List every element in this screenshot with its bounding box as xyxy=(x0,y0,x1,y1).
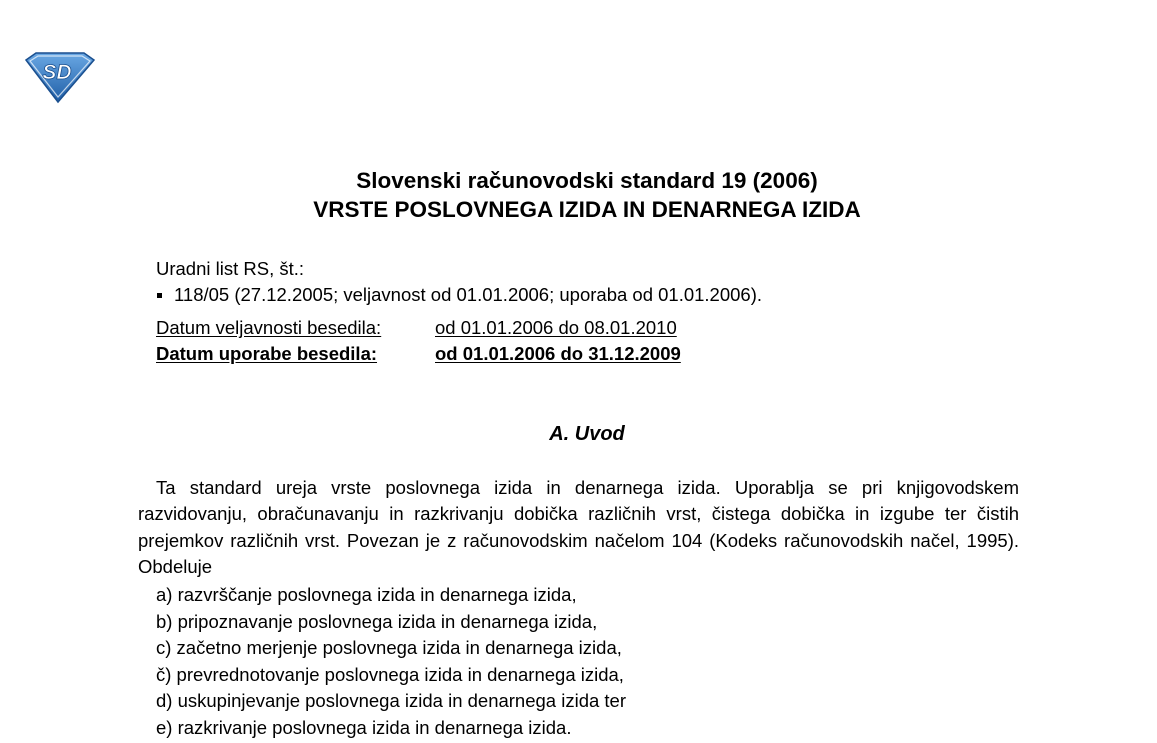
intro-paragraph: Ta standard ureja vrste poslovnega izida in denarnega izida. Uporablja se pri knjigovodskem razvidovanju, obračunavanju in razkrivanju dobička različnih vrst, čistega dobička in izgube ter čistih prejemkov različnih vrst. Povezan je z računovodskim načelom 104 (Kodeks računovodskih načel, 1995). Obdeluje xyxy=(138,477,1019,577)
list-item: e) razkrivanje poslovnega izida in denarnega izida. xyxy=(156,716,572,738)
section-heading: A. Uvod xyxy=(549,423,625,445)
validity-date-row xyxy=(156,315,681,341)
use-date-label: Datum uporabe besedila: xyxy=(156,343,378,364)
validity-date-label: Datum veljavnosti besedila: xyxy=(156,317,382,338)
publication-entry xyxy=(156,282,1056,308)
topics-list xyxy=(156,582,626,741)
list-item: č) prevrednotovanje poslovnega izida in denarnega izida, xyxy=(156,663,624,685)
text-dates xyxy=(156,315,681,367)
validity-date-value: od 01.01.2006 do 08.01.2010 xyxy=(435,317,677,338)
use-date-row xyxy=(156,341,681,367)
use-date-value: od 01.01.2006 do 31.12.2009 xyxy=(435,343,681,364)
publication-label: Uradni list RS, št.: xyxy=(156,258,305,279)
list-item: a) razvrščanje poslovnega izida in denarnega izida, xyxy=(156,584,577,605)
sd-logo xyxy=(22,50,96,104)
list-item: c) začetno merjenje poslovnega izida in denarnega izida, xyxy=(156,637,622,658)
list-item: b) pripoznavanje poslovnega izida in denarnega izida, xyxy=(156,610,598,632)
square-bullet-icon xyxy=(157,293,162,298)
publication-info xyxy=(156,256,1056,308)
title-line-1: Slovenski računovodski standard 19 (2006) xyxy=(356,168,818,193)
publication-entry-text: 118/05 (27.12.2005; veljavnost od 01.01.2006; uporaba od 01.01.2006). xyxy=(174,284,763,305)
list-item: d) uskupinjevanje poslovnega izida in denarnega izida ter xyxy=(156,690,627,711)
document-title xyxy=(0,166,1157,224)
shield-logo-icon xyxy=(22,50,96,104)
logo-text: SD xyxy=(42,61,72,84)
title-line-2: VRSTE POSLOVNEGA IZIDA IN DENARNEGA IZIDA xyxy=(313,197,861,222)
